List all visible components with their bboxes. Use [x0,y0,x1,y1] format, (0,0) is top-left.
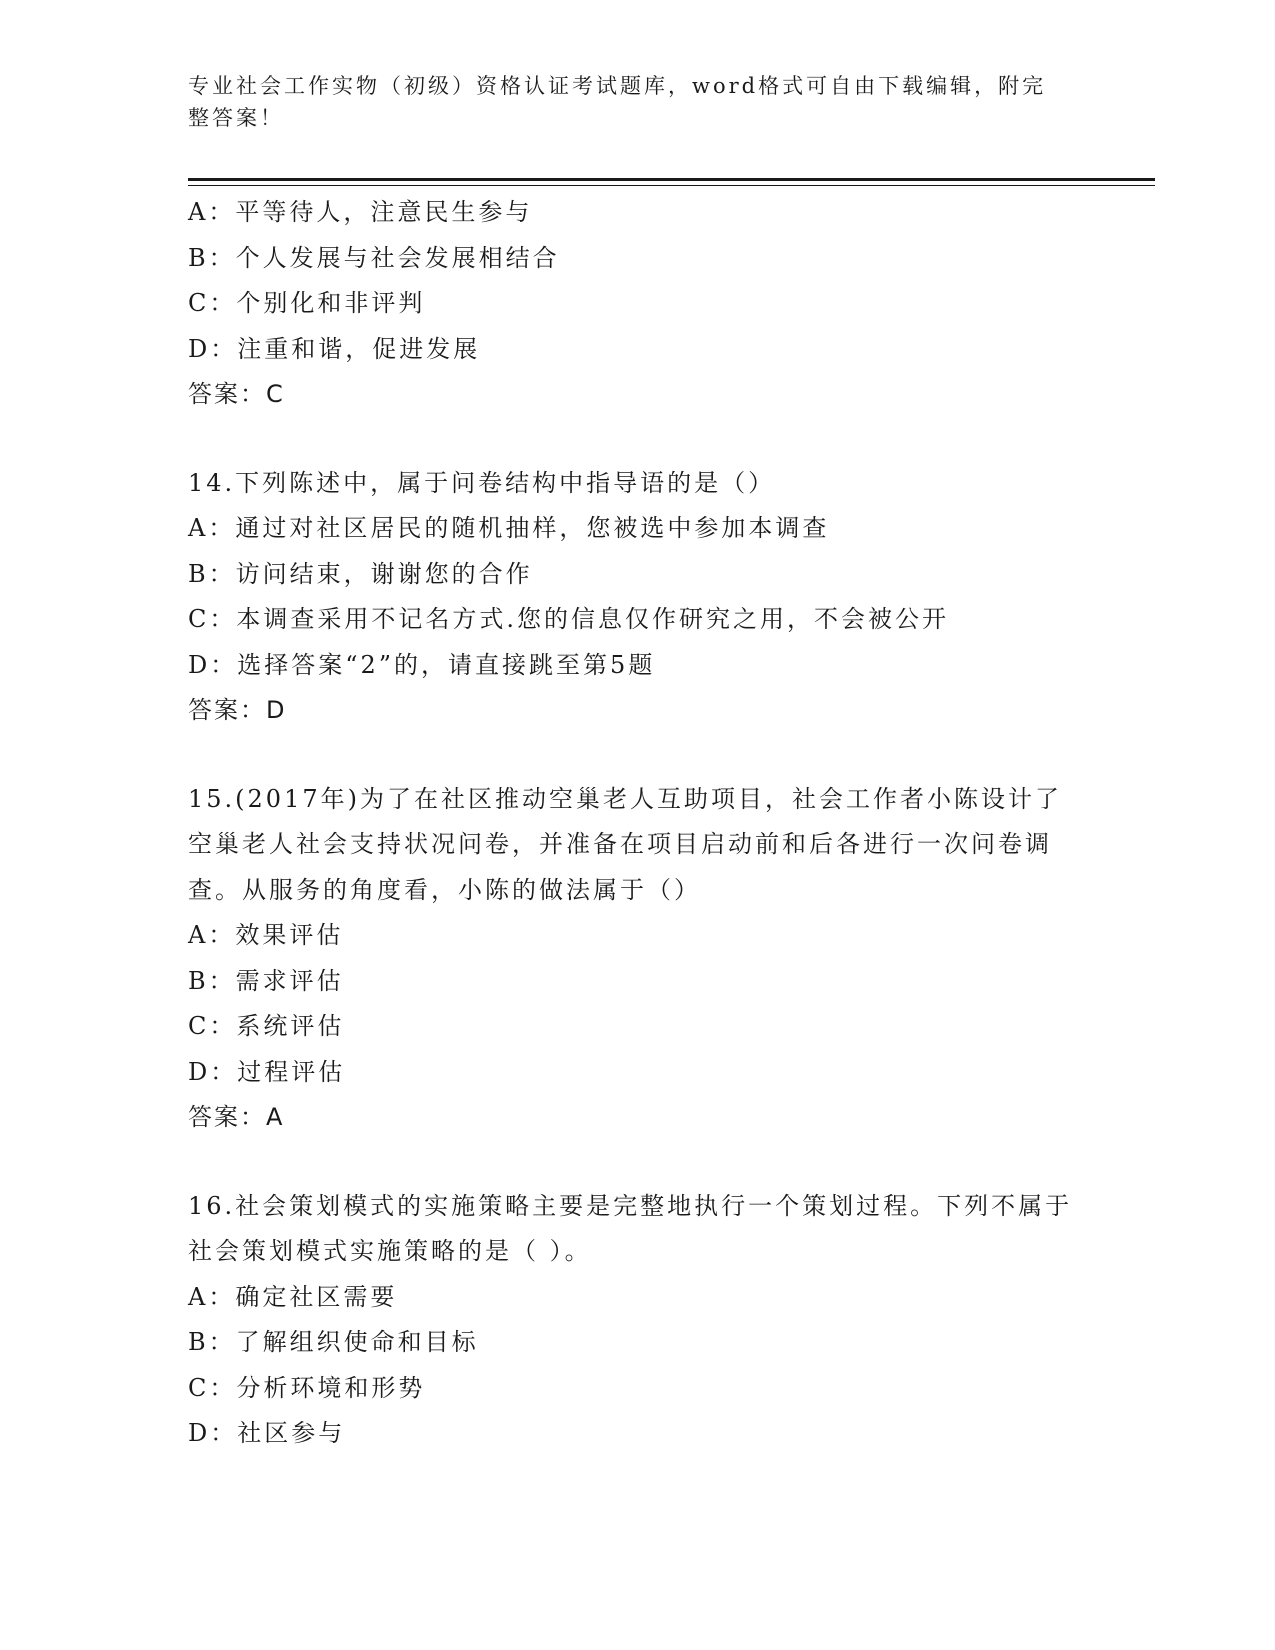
question-list [188,190,1088,1457]
spacer [188,1141,1088,1184]
option-d: D：过程评估 [188,1057,346,1086]
header-divider-thin [188,185,1155,186]
option-a: A：平等待人，注意民生参与 [188,198,533,226]
answer-line: 答案：D [188,696,287,724]
option-d: D：注重和谐，促进发展 [188,334,481,363]
question-14 [188,461,1088,734]
option-b: B：需求评估 [188,966,344,995]
option-c: C：分析环境和形势 [188,1373,426,1402]
option-b: B：个人发展与社会发展相结合 [188,243,560,272]
option-a: A：效果评估 [188,921,344,949]
answer-line: 答案：C [188,380,285,408]
option-c: C：个别化和非评判 [188,289,426,317]
question-stem: 16.社会策划模式的实施策略主要是完整地执行一个策划过程。下列不属于社会策划模式实施策略的是（ ）。 [188,1191,1073,1265]
question-15 [188,777,1088,1141]
question-13 [188,190,1088,418]
option-a: A：通过对社区居民的随机抽样，您被选中参加本调查 [188,514,830,542]
option-d: D：社区参与 [188,1419,346,1447]
option-a: A：确定社区需要 [188,1282,398,1311]
spacer [188,734,1088,777]
option-d: D：选择答案“2”的，请直接跳至第5题 [188,650,656,679]
question-stem: 14.下列陈述中，属于问卷结构中指导语的是（） [188,468,776,497]
option-c: C：系统评估 [188,1012,345,1040]
question-16 [188,1184,1088,1457]
option-c: C：本调查采用不记名方式.您的信息仅作研究之用，不会被公开 [188,605,949,633]
header-divider-thick [188,178,1155,181]
option-b: B：了解组织使命和目标 [188,1328,479,1356]
document-header: 专业社会工作实物（初级）资格认证考试题库，word格式可自由下载编辑，附完整答案！ [188,74,1047,130]
option-b: B：访问结束，谢谢您的合作 [188,559,533,588]
spacer [188,418,1088,461]
answer-line: 答案：A [188,1103,285,1131]
question-stem: 15.(2017年)为了在社区推动空巢老人互助项目，社会工作者小陈设计了空巢老人社会支持状况问卷，并准备在项目启动前和后各进行一次问卷调查。从服务的角度看，小陈的做法属于（） [188,784,1062,904]
